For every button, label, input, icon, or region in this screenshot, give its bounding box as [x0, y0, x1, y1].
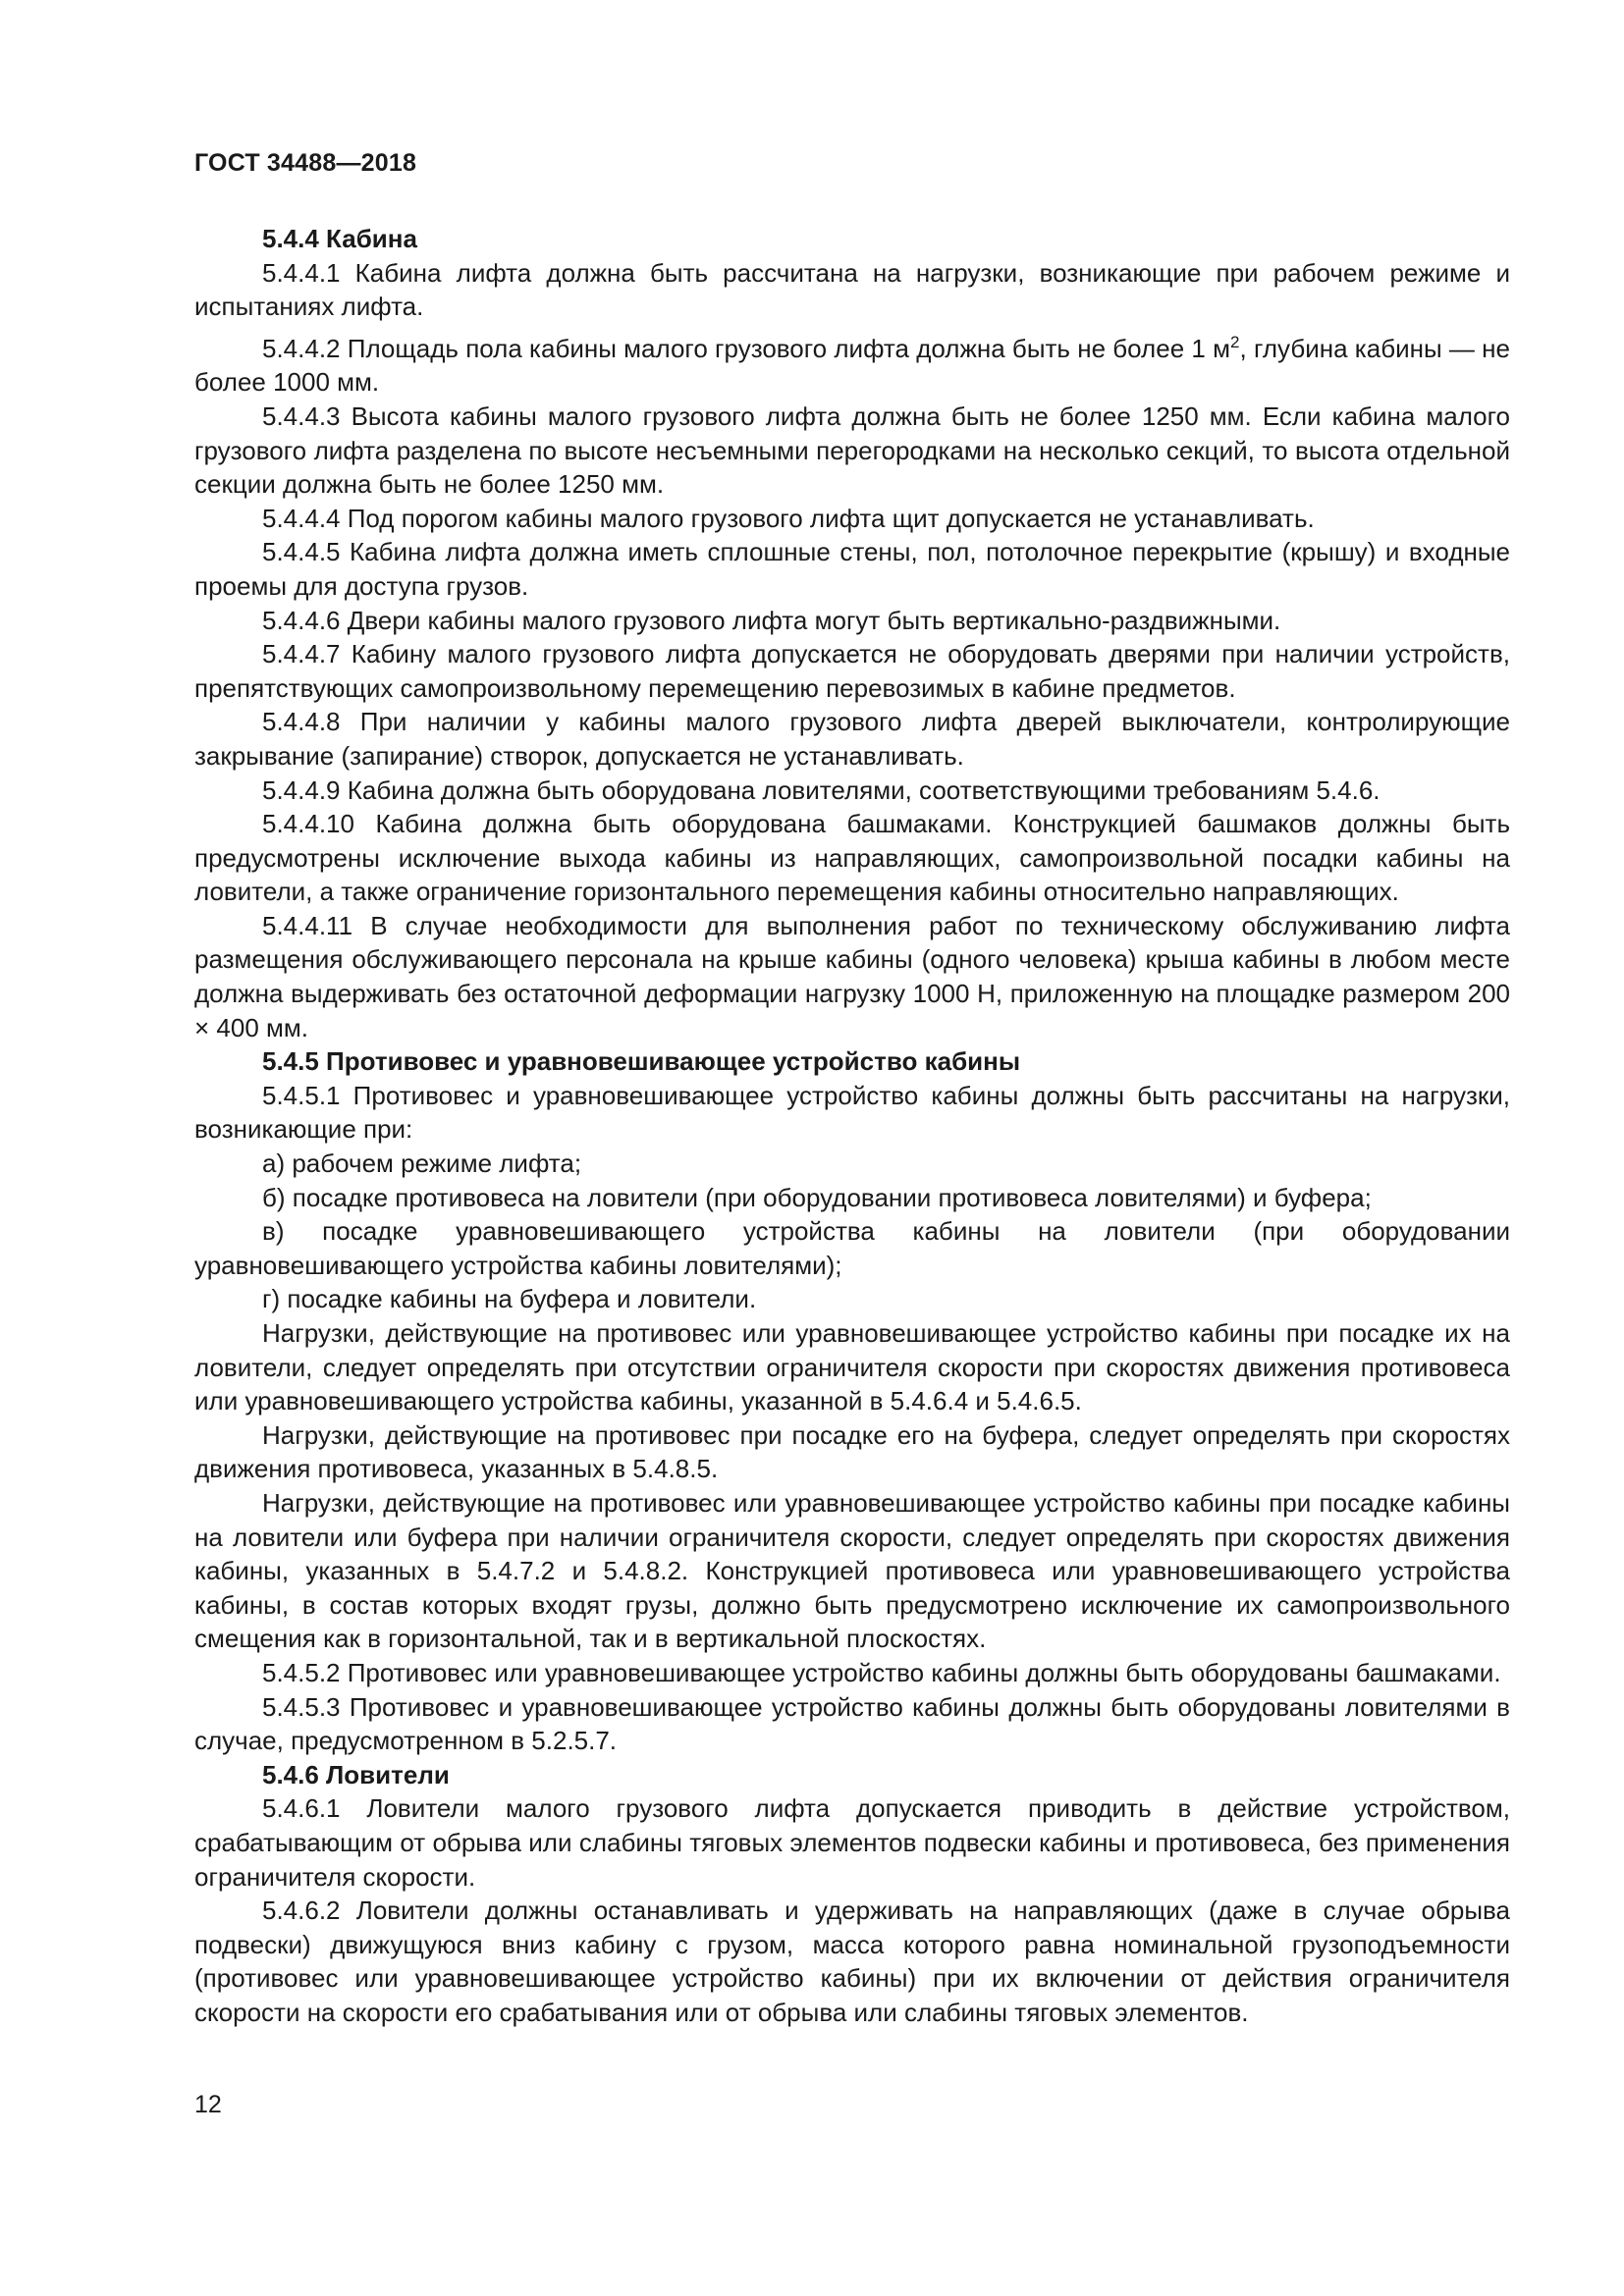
paragraph-5-4-5-2: 5.4.5.2 Противовес или уравновешивающее устройство кабины должны быть оборудованы башмаками. — [262, 1657, 1501, 1687]
paragraph-5-4-4-5: 5.4.4.5 Кабина лифта должна иметь сплошные стены, пол, потолочное перекрытие (крышу) и входные проемы для доступа грузов. — [194, 537, 1510, 601]
list-item-c: в) посадке уравновешивающего устройства кабины на ловители (при оборудовании уравновешивающего устройства кабины ловителями); — [194, 1216, 1510, 1280]
document-header: ГОСТ 34488—2018 — [194, 149, 417, 177]
list-item-d: г) посадке кабины на буфера и ловители. — [262, 1284, 757, 1314]
document-body — [194, 222, 1510, 2029]
paragraph-5-4-4-1: 5.4.4.1 Кабина лифта должна быть рассчитана на нагрузки, возникающие при рабочем режиме и испытаниях лифта. — [194, 257, 1510, 322]
list-item-b: б) посадке противовеса на ловители (при оборудовании противовеса ловителями) и буфера; — [262, 1182, 1372, 1212]
paragraph-5-4-4-2-text-end: , глубина кабины — не более 1000 мм. — [194, 333, 1510, 398]
paragraph-5-4-4-2 — [194, 332, 1510, 400]
page-number: 12 — [194, 2091, 222, 2118]
paragraph-5-4-5-3: 5.4.5.3 Противовес и уравновешивающее устройство кабины должны быть оборудованы ловителями в случае, предусмотренном в 5.2.5.7. — [194, 1691, 1510, 1756]
paragraph-5-4-4-8: 5.4.4.8 При наличии у кабины малого грузового лифта дверей выключатели, контролирующие закрывание (запирание) створок, допускается не устанавливать. — [194, 707, 1510, 771]
paragraph-loads-2: Нагрузки, действующие на противовес при посадке его на буфера, следует определять при скоростях движения противовеса, указанных в 5.4.8.5. — [194, 1419, 1510, 1484]
paragraph-5-4-4-4: 5.4.4.4 Под порогом кабины малого грузового лифта щит допускается не устанавливать. — [262, 503, 1315, 533]
paragraph-5-4-6-1: 5.4.6.1 Ловители малого грузового лифта допускается приводить в действие устройством, срабатывающим от обрыва или слабины тяговых элементов подвески кабины и противовеса, без применения ограничителя скорости. — [194, 1793, 1510, 1892]
section-heading-5-4-6: 5.4.6 Ловители — [262, 1759, 450, 1789]
paragraph-5-4-4-6: 5.4.4.6 Двери кабины малого грузового лифта могут быть вертикально-раздвижными. — [262, 605, 1281, 635]
section-heading-5-4-5: 5.4.5 Противовес и уравновешивающее устройство кабины — [262, 1046, 1021, 1077]
paragraph-loads-1: Нагрузки, действующие на противовес или уравновешивающее устройство кабины при посадке их на ловители, следует определять при отсутствии ограничителя скорости при скоростях движения противовеса или уравновешивающего устройства кабины, указанной в 5.4.6.4 и 5.4.6.5. — [194, 1318, 1510, 1416]
paragraph-5-4-4-10: 5.4.4.10 Кабина должна быть оборудована башмаками. Конструкцией башмаков должны быть предусмотрены исключение выхода кабины из направляющих, самопроизвольной посадки кабины на ловители, а также ограничение горизонтального перемещения кабины относительно направляющих. — [194, 809, 1510, 907]
paragraph-5-4-5-1: 5.4.5.1 Противовес и уравновешивающее устройство кабины должны быть рассчитаны на нагрузки, возникающие при: — [194, 1080, 1510, 1145]
paragraph-5-4-4-2-text: 5.4.4.2 Площадь пола кабины малого грузового лифта должна быть не более 1 м — [262, 333, 1230, 363]
paragraph-loads-3: Нагрузки, действующие на противовес или уравновешивающее устройство кабины при посадке кабины на ловители или буфера при наличии ограничителя скорости, следует определять при скоростях движения кабины, указанных в 5.4.7.2 и 5.4.8.2. Конструкцией противовеса или уравновешивающего устройства кабины, в состав которых входят грузы, должно быть предусмотрено исключение их самопроизвольного смещения как в горизонтальной, так и в вертикальной плоскостях. — [194, 1487, 1510, 1654]
paragraph-5-4-6-2: 5.4.6.2 Ловители должны останавливать и удерживать на направляющих (даже в случае обрыва подвески) движущуюся вниз кабину с грузом, масса которого равна номинальной грузоподъемности (противовес или уравновешивающее устройство кабины) при их включении от действия ограничителя скорости на скорости его срабатывания или от обрыва или слабины тяговых элементов. — [194, 1896, 1510, 2027]
paragraph-5-4-4-9: 5.4.4.9 Кабина должна быть оборудована ловителями, соответствующими требованиям 5.4.6. — [262, 774, 1380, 805]
paragraph-5-4-4-7: 5.4.4.7 Кабину малого грузового лифта допускается не оборудовать дверями при наличии устройств, препятствующих самопроизвольному перемещению перевозимых в кабине предметов. — [194, 639, 1510, 703]
section-heading-5-4-4: 5.4.4 Кабина — [262, 224, 417, 253]
paragraph-5-4-4-3: 5.4.4.3 Высота кабины малого грузового лифта должна быть не более 1250 мм. Если кабина малого грузового лифта разделена по высоте несъемными перегородками на несколько секций, то высота отдельной секции должна быть не более 1250 мм. — [194, 400, 1510, 500]
superscript-2: 2 — [1230, 332, 1240, 351]
paragraph-5-4-4-11: 5.4.4.11 В случае необходимости для выполнения работ по техническому обслуживанию лифта размещения обслуживающего персонала на крыше кабины (одного человека) крыша кабины в любом месте должна выдерживать без остаточной деформации нагрузку 1000 Н, приложенную на площадке размером 200 × 400 мм. — [194, 910, 1510, 1042]
list-item-a: а) рабочем режиме лифта; — [262, 1148, 582, 1179]
